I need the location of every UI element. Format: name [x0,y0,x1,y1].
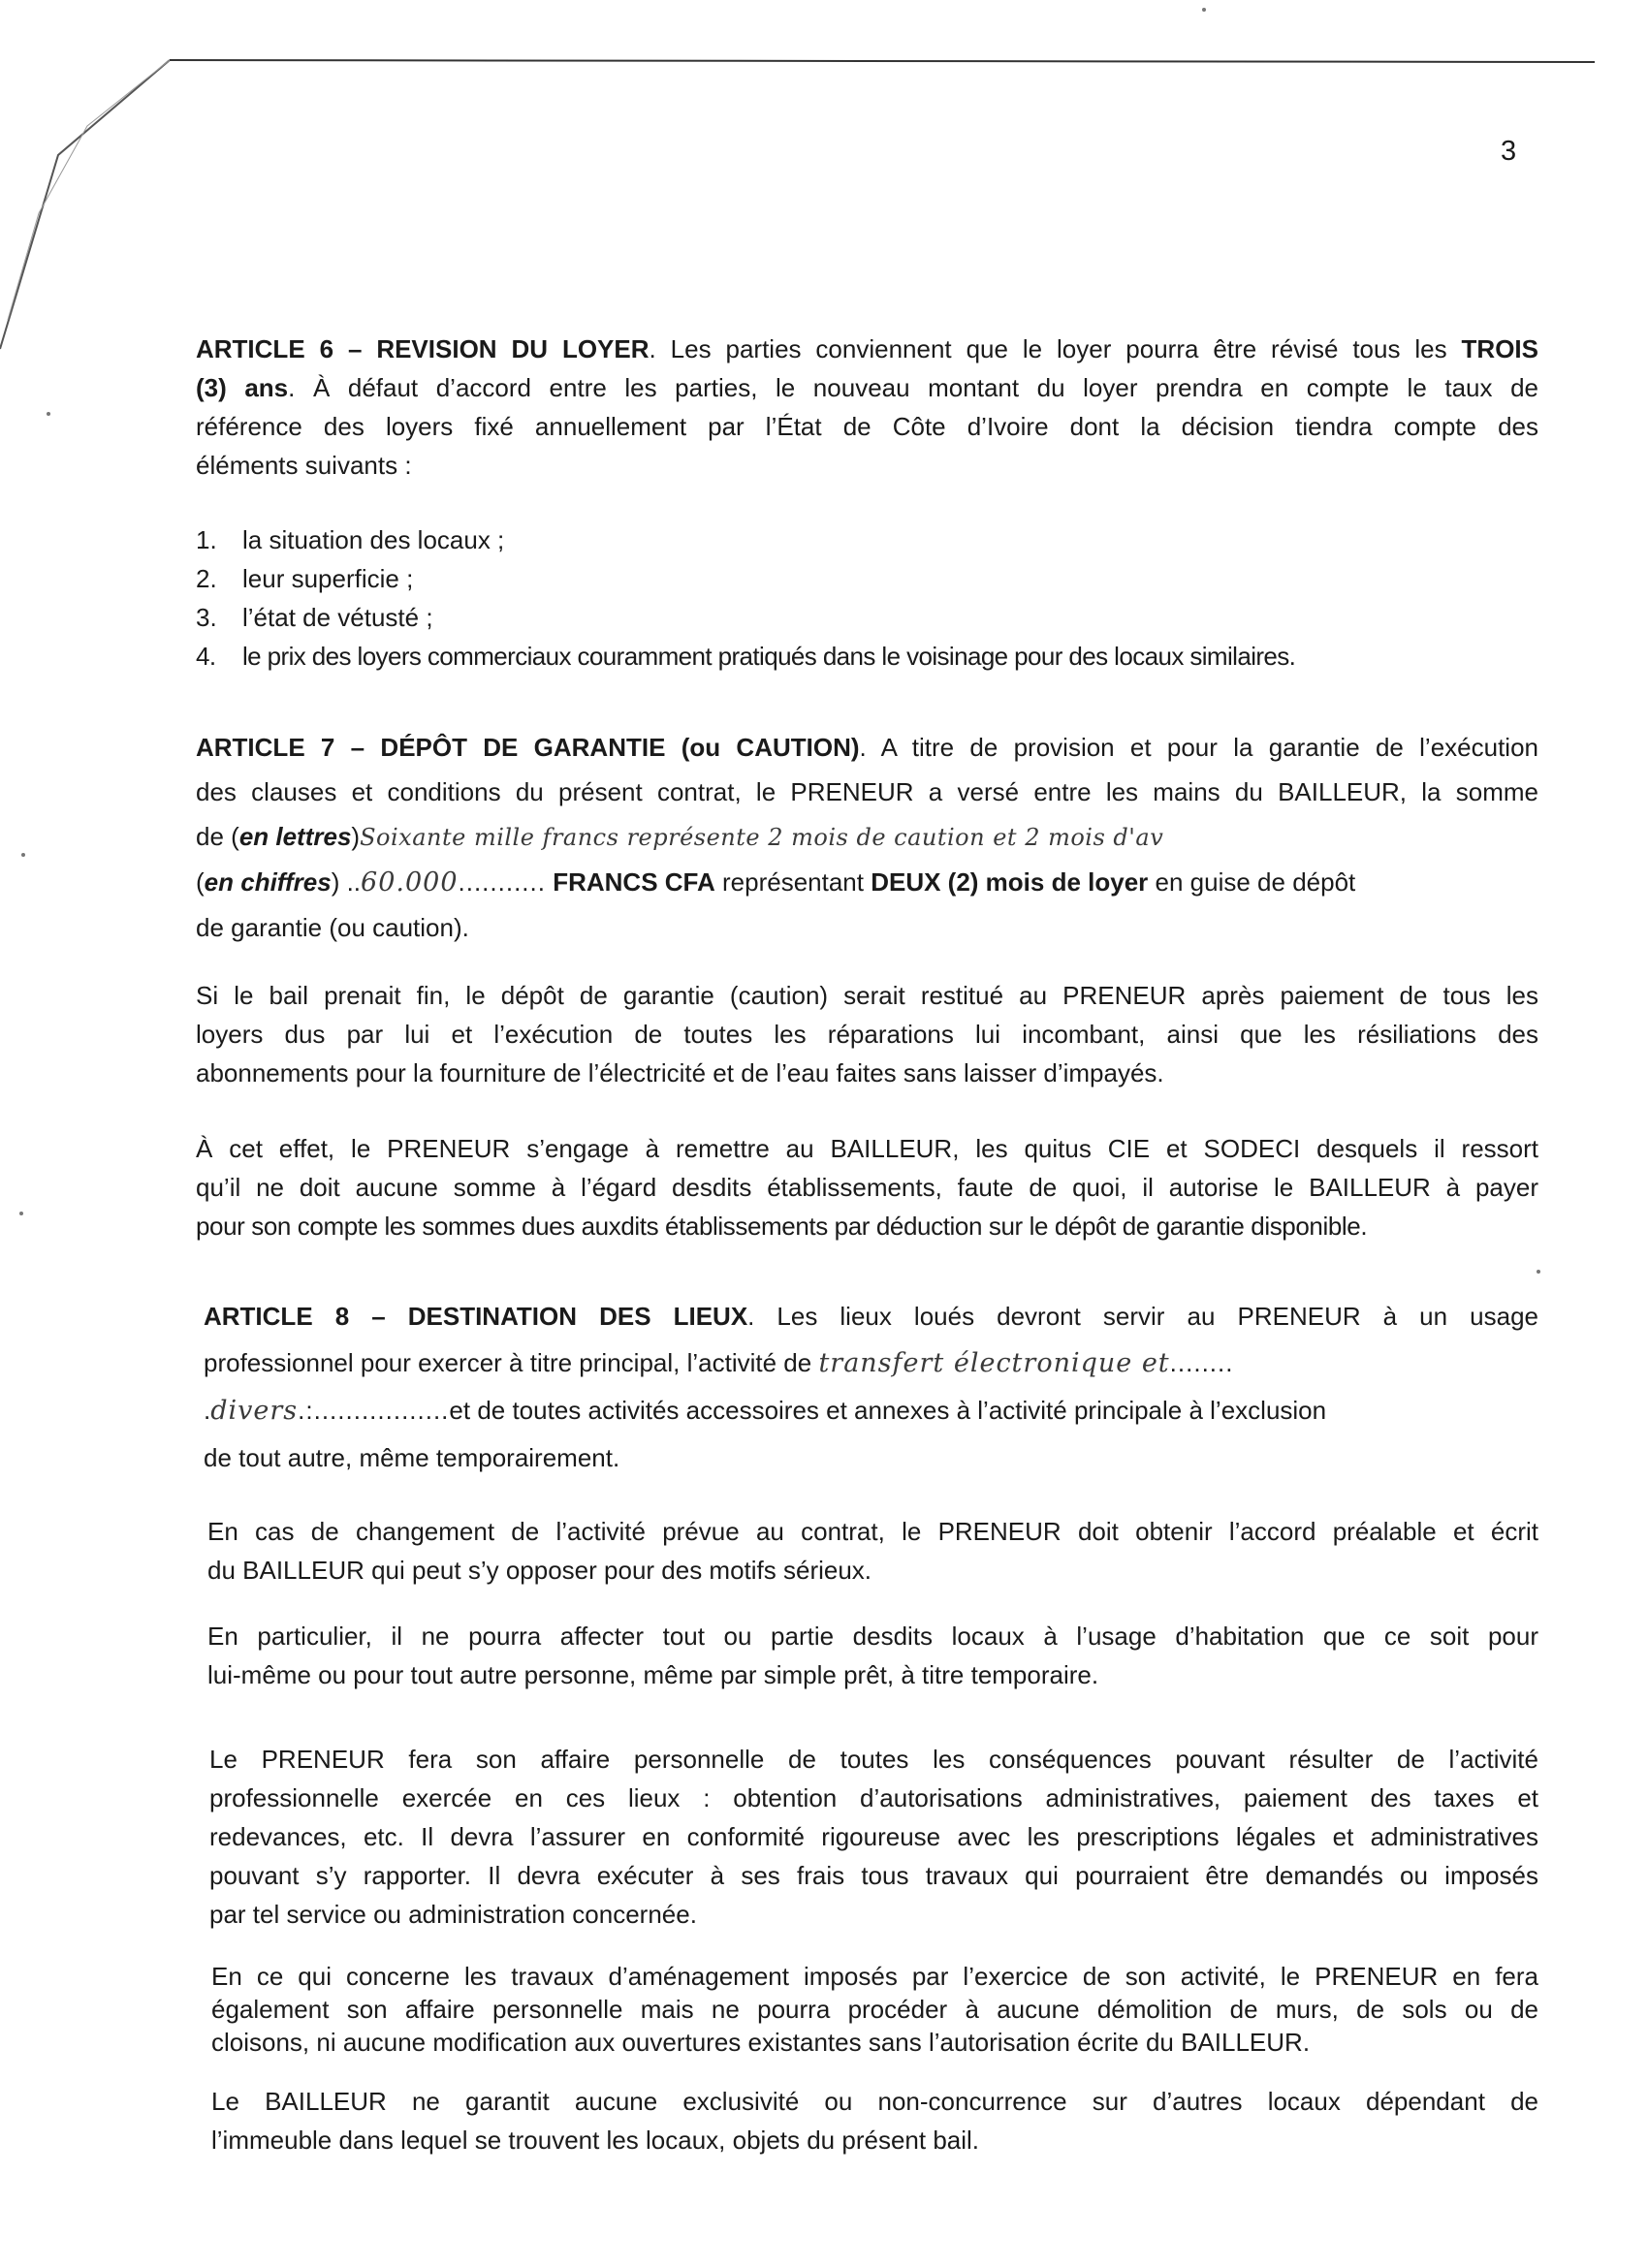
article-6-line-4: éléments suivants : [196,451,412,480]
handwritten-amount-figures: 60.000 [361,867,459,898]
article-7-line-2: des clauses et conditions du présent contrat, le PRENEUR a versé entre les mains du BAILLEUR, la somme [196,777,1538,806]
article-8-paragraph-5: En ce qui concerne les travaux d’aménagement imposés par l’exercice de son activité, le PRENEUR en fera également son affaire personnelle mais ne pourra procéder à aucune démolition de murs, de sols ou de cloisons, ni aucune modification aux ouvertures existantes sans l’autorisation écrite du BAILLEUR. [211,1962,1538,2057]
article-7-heading: ARTICLE 7 – DÉPÔT DE GARANTIE (ou CAUTION) [196,733,860,762]
list-item: 1. la situation des locaux ; [196,525,505,554]
speck [47,412,50,416]
article-8-paragraph-4: Le PRENEUR fera son affaire personnelle de toutes les conséquences pouvant résulter de l’activité professionnelle exercée en ces lieux : obtention d’autorisations administratives, paiement des taxes et redevances, etc. Il devra l’assurer en conformité rigoureuse avec les prescriptions légales et administratives pouvant s’y rapporter. Il devra exécuter à ses frais tous travaux qui pourraient être demandés ou imposés par tel service ou administration concernée. [209,1745,1538,1929]
article-8-paragraph-2: En cas de changement de l’activité prévue au contrat, le PRENEUR doit obtenir l’accord préalable et écrit du BAILLEUR qui peut s’y opposer pour des motifs sérieux. [207,1517,1538,1585]
article-6 [196,330,1538,485]
speck [1537,1270,1540,1274]
handwritten-amount-words: Soixante mille francs représente 2 mois de caution et 2 mois d'av [360,824,1164,851]
article-6-line-3: référence des loyers fixé annuellement par l’État de Côte d’Ivoire dont la décision tiendra compte des [196,412,1538,441]
revision-criteria-list [196,520,1538,676]
article-8-heading: ARTICLE 8 – DESTINATION DES LIEUX [204,1302,748,1331]
article-8-line-3: .divers.:.................et de toutes activités accessoires et annexes à l’activité principale à l’exclusion [204,1396,1327,1426]
folded-corner-shadow [0,0,194,407]
list-item: 4. le prix des loyers commerciaux couramment pratiqués dans le voisinage pour des locaux similaires. [196,642,1296,671]
article-7-line-4: (en chiffres) ..60.000........... FRANCS CFA représentant DEUX (2) mois de loyer en guise de dépôt [196,867,1356,898]
speck [1202,8,1206,12]
article-7-line-3: de (en lettres)Soixante mille francs représente 2 mois de caution et 2 mois d'av [196,822,1164,851]
article-7-paragraph-3: À cet effet, le PRENEUR s’engage à remettre au BAILLEUR, les quitus CIE et SODECI desquels il ressort qu’il ne doit aucune somme à l’égard desdits établissements, faute de quoi, il autorise le BAILLEUR à payer pour son compte les sommes dues auxdits établissements par déduction sur le dépôt de garantie disponible. [196,1134,1538,1241]
top-edge-line [170,59,1595,63]
article-7-paragraph-2: Si le bail prenait fin, le dépôt de garantie (caution) serait restitué au PRENEUR après paiement de tous les loyers dus par lui et l’exécution de toutes les réparations lui incombant, ainsi que les résiliations des abonnements pour la fourniture de l’électricité et de l’eau faites sans laisser d’impayés. [196,981,1538,1087]
article-8-paragraph-6: Le BAILLEUR ne garantit aucune exclusivité ou non-concurrence sur d’autres locaux dépendant de l’immeuble dans lequel se trouvent les locaux, objets du présent bail. [211,2087,1538,2155]
handwritten-activity: transfert électronique et [818,1348,1170,1378]
speck [21,853,25,857]
page-number: 3 [1501,136,1517,167]
article-7-line-1: ARTICLE 7 – DÉPÔT DE GARANTIE (ou CAUTION). A titre de provision et pour la garantie de l’exécution [196,733,1539,762]
article-8 [204,1293,1538,1481]
article-8-paragraph-3: En particulier, il ne pourra affecter tout ou partie desdits locaux à l’usage d’habitation que ce soit pour lui-même ou pour tout autre personne, même par simple prêt, à titre temporaire. [207,1622,1538,1689]
speck [19,1212,23,1215]
list-item: 3. l’état de vétusté ; [196,603,433,632]
article-7 [196,725,1538,950]
article-6-line-1: ARTICLE 6 – REVISION DU LOYER. Les parties conviennent que le loyer pourra être révisé tous les TROIS [196,334,1538,363]
article-6-heading: ARTICLE 6 – REVISION DU LOYER [196,334,650,363]
handwritten-activity-2: divers [210,1396,299,1426]
article-7-line-5: de garantie (ou caution). [196,913,469,942]
article-8-line-2: professionnel pour exercer à titre principal, l’activité de transfert électronique et........ [204,1348,1234,1378]
article-8-line-4: de tout autre, même temporairement. [204,1443,620,1472]
list-item: 2. leur superficie ; [196,564,414,593]
article-6-line-2: (3) ans. À défaut d’accord entre les parties, le nouveau montant du loyer prendra en compte le taux de [196,373,1538,402]
article-8-line-1: ARTICLE 8 – DESTINATION DES LIEUX. Les lieux loués devront servir au PRENEUR à un usage [204,1302,1538,1331]
